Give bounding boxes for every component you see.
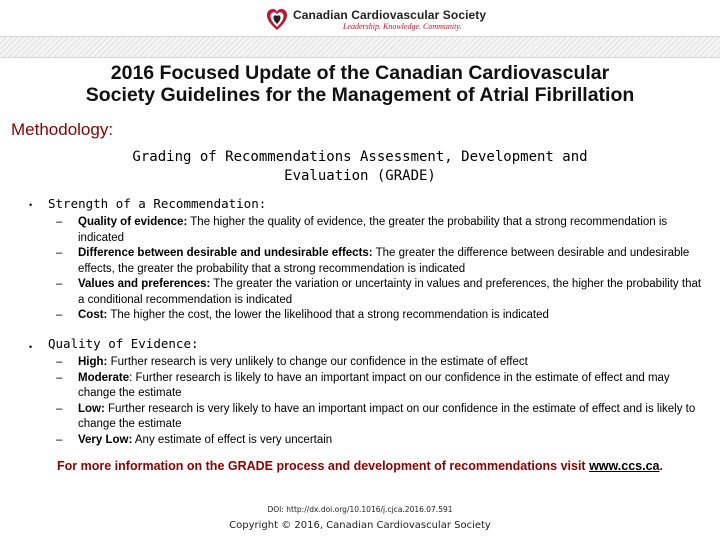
item-text: Any estimate of effect is very uncertain bbox=[132, 433, 333, 446]
item-text: The higher the quality of evidence, the greater the probability that a strong recommendation is indicated bbox=[78, 216, 668, 244]
bullet-strength: • bbox=[29, 200, 33, 210]
org-tagline: Leadership. Knowledge. Community. bbox=[343, 21, 462, 31]
item-term: Difference between desirable and undesirable effects: bbox=[78, 247, 373, 259]
subtitle-line-1: Grading of Recommendations Assessment, Development and bbox=[132, 149, 588, 165]
item-text: The greater the difference between desirable and undesirable effects, the greater the probability that a strong recommendation is indicated bbox=[78, 247, 690, 275]
doi-text: DOI: http://dx.doi.org/10.1016/j.cjca.2016.07.591 bbox=[267, 505, 453, 514]
list-item bbox=[56, 215, 704, 246]
list-item bbox=[56, 355, 704, 371]
copyright-text: Copyright © 2016, Canadian Cardiovascular Society bbox=[229, 520, 491, 531]
org-logo bbox=[266, 4, 486, 34]
dash-marker: – bbox=[56, 278, 63, 290]
item-term: Low: bbox=[78, 402, 105, 415]
dash-marker: – bbox=[56, 433, 63, 446]
list-item bbox=[56, 371, 704, 402]
item-term: Very Low: bbox=[78, 433, 133, 446]
footer-note bbox=[0, 459, 720, 473]
list-item bbox=[56, 308, 704, 324]
strength-list bbox=[56, 215, 704, 324]
grade-subtitle bbox=[40, 148, 680, 186]
item-term: High: bbox=[78, 356, 108, 368]
title-line-2: Society Guidelines for the Management of Atrial Fibrillation bbox=[85, 84, 635, 106]
item-text: Further research is very likely to have an important impact on our confidence in the estimate of effect and is likely to change the estimate bbox=[78, 402, 696, 430]
dash-marker: – bbox=[56, 371, 63, 384]
ccs-website-link[interactable]: www.ccs.ca bbox=[589, 459, 660, 473]
item-text: Further research is very unlikely to change our confidence in the estimate of effect bbox=[107, 356, 528, 368]
list-item bbox=[56, 246, 704, 277]
dash-marker: – bbox=[56, 247, 63, 259]
dash-marker: – bbox=[56, 356, 63, 368]
item-term: Cost: bbox=[78, 309, 108, 321]
item-term: Quality of evidence: bbox=[78, 216, 188, 228]
footer-note-end: . bbox=[659, 459, 663, 473]
footer-note-text: For more information on the GRADE process and development of recommendations visit bbox=[57, 459, 590, 473]
item-text: The greater the variation or uncertainty in values and preferences, the higher the probability that a conditional recommendation is indicated bbox=[78, 278, 702, 306]
section-label: Methodology: bbox=[11, 120, 114, 139]
quality-list bbox=[56, 355, 704, 448]
org-name: Canadian Cardiovascular Society bbox=[293, 7, 487, 22]
page-title bbox=[0, 62, 720, 106]
item-text: The higher the cost, the lower the likelihood that a strong recommendation is indicated bbox=[107, 309, 549, 321]
item-term: Values and preferences: bbox=[78, 278, 211, 290]
heart-icon bbox=[266, 6, 288, 32]
subtitle-line-2: Evaluation (GRADE) bbox=[284, 168, 436, 184]
list-item bbox=[56, 433, 704, 449]
title-line-1: 2016 Focused Update of the Canadian Cardiovascular bbox=[110, 62, 610, 84]
dash-marker: – bbox=[56, 216, 63, 228]
strength-heading: Strength of a Recommendation: bbox=[48, 196, 267, 211]
header-stripe bbox=[0, 36, 720, 58]
quality-heading: Quality of Evidence: bbox=[48, 336, 199, 351]
dash-marker: – bbox=[56, 402, 63, 415]
list-item bbox=[56, 402, 704, 433]
item-term: Moderate bbox=[78, 371, 130, 384]
dash-marker: – bbox=[56, 309, 63, 321]
bullet-quality: • bbox=[29, 342, 33, 352]
list-item bbox=[56, 277, 704, 308]
item-text: : Further research is likely to have an important impact on our confidence in the estimate of effect and may change the estimate bbox=[78, 371, 670, 399]
header-banner bbox=[0, 0, 720, 58]
